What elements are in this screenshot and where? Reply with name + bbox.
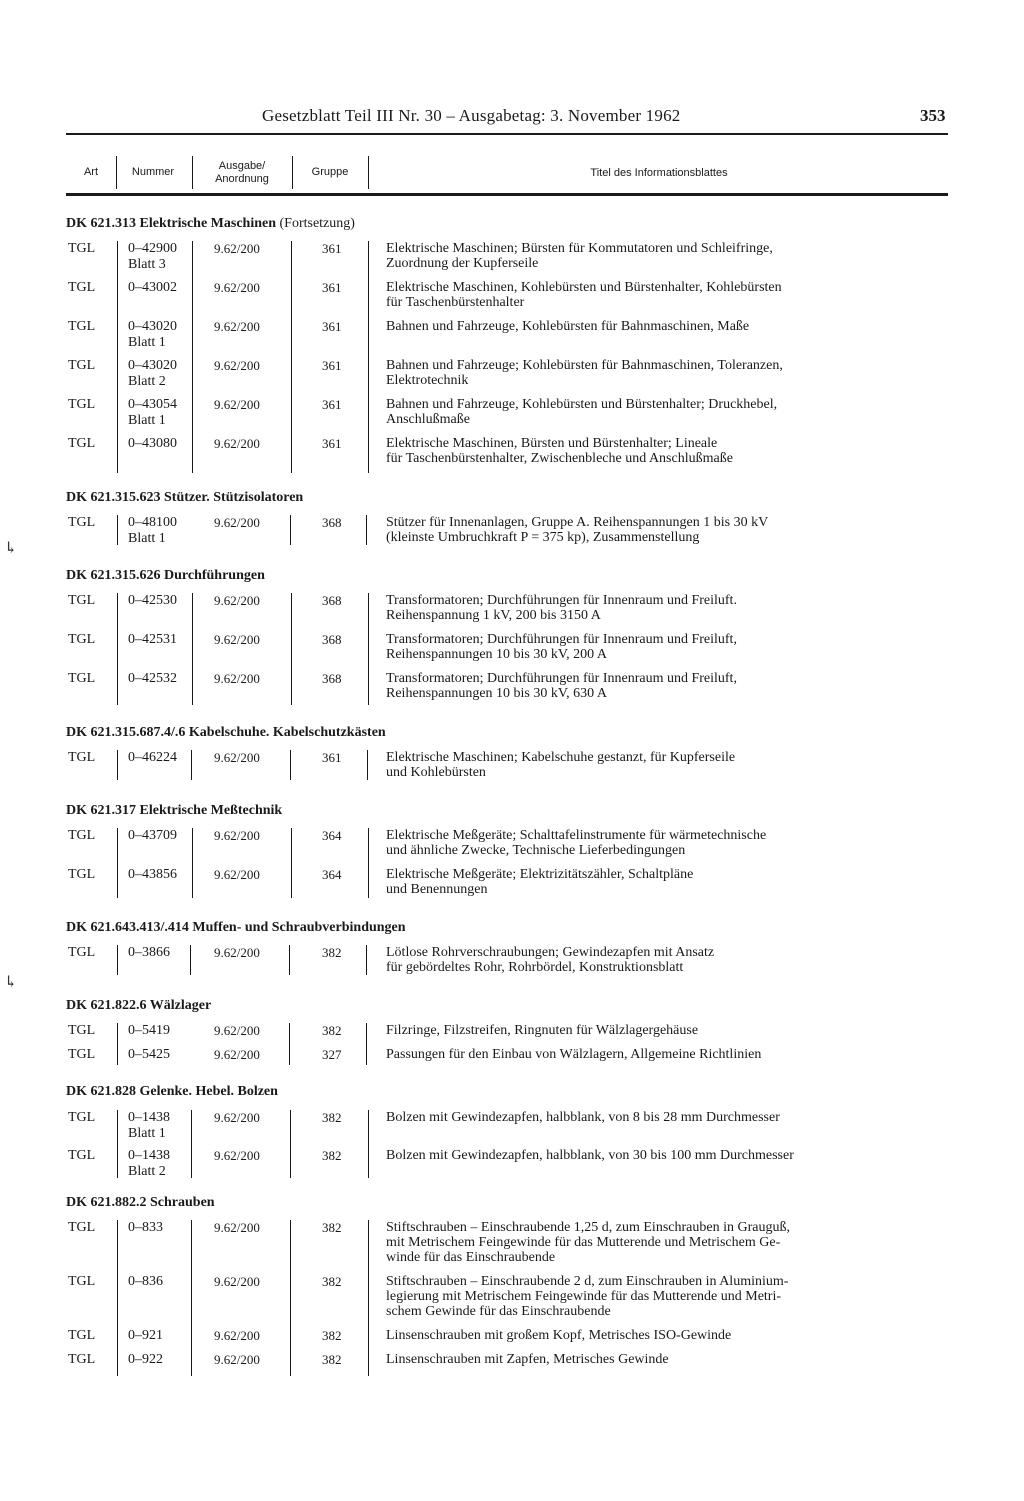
column-rule bbox=[289, 945, 290, 975]
column-rule bbox=[368, 828, 369, 898]
column-rule bbox=[367, 750, 368, 780]
column-rule bbox=[117, 945, 118, 975]
column-rule bbox=[117, 1110, 118, 1178]
section-heading: DK 621.643.413/.414 Muffen- und Schraubverbindungen bbox=[66, 920, 406, 935]
column-rule bbox=[290, 750, 291, 780]
col-ausgabe bbox=[194, 160, 290, 186]
column-rule bbox=[368, 241, 369, 473]
column-rule bbox=[190, 945, 191, 975]
col-ausgabe-line1: Ausgabe/ bbox=[218, 160, 266, 172]
column-rule bbox=[192, 828, 193, 898]
document-page: Gesetzblatt Teil III Nr. 30 – Ausgabetag: 3. November 1962 353 Art Nummer Ausgabe/ Anordnung Gruppe Titel des Informationsblattes DK 621.313 Elektrische Maschinen (Fortsetzung) DK 621.315.623 Stützer. Stützisolatoren DK 621.315.626 Durchführungen DK 621.315.687.4/.6 Kabelschuhe. Kabelschutzkästen DK 621.317 Elektrische Meßtechnik DK 621.643.413/.414 Muffen- und Schraubverbindungen DK 621.822.6 Wälzlager DK 621.828 Gelenke. Hebel. Bolzen DK 621.882.2 Schrauben TGL 0–42900 Blatt 3 9.62/200 361 Elektrische Maschinen; Bürsten für Kommutatoren und Schleifringe, Zuordnung der Kupferseile TGL 0–43002 9.62/200 361 Elektrische Maschinen, Kohlebürsten und Bürstenhalter, Kohlebürsten für Taschenbürstenhalter TGL 0–43020 Blatt 1 9.62/200 361 Bahnen und Fahrzeuge, Kohlebürsten für Bahnmaschinen, Maße TGL 0–43020 Blatt 2 9.62/200 361 Bahnen und Fahrzeuge; Kohlebürsten für Bahnmaschinen, Toleranzen, Elektrotechnik TGL 0–43054 Blatt 1 9.62/200 361 Bahnen und Fahrzeuge, Kohlebürsten und Bürstenhalter; Druckhebel, Anschlußmaße TGL 0–43080 9.62/200 361 Elektrische Maschinen, Bürsten und Bürstenhalter; Lineale für Taschenbürstenhalter, Zwischenbleche und Anschlußmaße TGL 0–48100 Blatt 1 9.62/200 368 Stützer für Innenanlagen, Gruppe A. Reihenspannungen 1 bis 30 kV (kleinste Umbruchkraft P = 375 kp), Zusammenstellung TGL 0–42530 9.62/200 368 Transformatoren; Durchführungen für Innenraum und Freiluft. Reihenspannung 1 kV, 200 bis 3150 A TGL 0–42531 9.62/200 368 Transformatoren; Durchführungen für Innenraum und Freiluft, Reihenspannungen 10 bis 30 kV, 200 A TGL 0–42532 9.62/200 368 Transformatoren; Durchführungen für Innenraum und Freiluft, Reihenspannungen 10 bis 30 kV, 630 A TGL 0–46224 9.62/200 361 Elektrische Maschinen; Kabelschuhe gestanzt, für Kupferseile und Kohlebürsten TGL 0–43709 9.62/200 364 Elektrische Meßgeräte; Schalttafelinstrumente für wärmetechnische und ähnliche Zwecke, Technische Lieferbedingungen TGL 0–43856 9.62/200 364 Elektrische Meßgeräte; Elektrizitätszähler, Schaltpläne und Benennungen TGL 0–3866 9.62/200 382 Lötlose Rohrverschraubungen; Gewindezapfen mit Ansatz für gebördeltes Rohr, Rohrbördel, Konstruktionsblatt TGL 0–5419 9.62/200 382 Filzringe, Filzstreifen, Ringnuten für Wälzlagergehäuse TGL 0–5425 9.62/200 327 Passungen für den Einbau von Wälzlagern, Allgemeine Richtlinien TGL 0–1438 Blatt 1 9.62/200 382 Bolzen mit Gewindezapfen, halbblank, von 8 bis 28 mm Durchmesser TGL 0–1438 Blatt 2 9.62/200 382 Bolzen mit Gewindezapfen, halbblank, von 30 bis 100 mm Durchmesser TGL 0–833 9.62/200 382 Stiftschrauben – Einschraubende 1,25 d, zum Einschrauben in Grauguß, mit Metrischem Feingewinde für das Mutterende und Metrischem Ge- winde für das Einschraubende TGL 0–836 9.62/200 382 Stiftschrauben – Einschraubende 2 d, zum Einschrauben in Aluminium- legierung mit Metrischem Feingewinde für das Mutterende und Metri- schem Gewinde für das Einschraubende TGL 0–921 9.62/200 382 Linsenschrauben mit großem Kopf, Metrisches ISO-Gewinde TGL 0–922 9.62/200 382 Linsenschrauben mit Zapfen, Metrisches Gewinde ↳ ↳ bbox=[0, 0, 1024, 1501]
section-heading: DK 621.315.687.4/.6 Kabelschuhe. Kabelschutzkästen bbox=[66, 725, 386, 740]
column-rule bbox=[191, 1220, 192, 1376]
column-rule bbox=[290, 515, 291, 545]
margin-tick-icon: ↳ bbox=[4, 974, 18, 991]
section-heading: DK 621.828 Gelenke. Hebel. Bolzen bbox=[66, 1084, 278, 1099]
col-art: Art bbox=[83, 166, 99, 178]
table-header-rule bbox=[66, 193, 948, 196]
column-rule bbox=[366, 1023, 367, 1065]
column-rule bbox=[368, 1220, 369, 1376]
section-heading: DK 621.315.626 Durchführungen bbox=[66, 568, 265, 583]
col-gruppe: Gruppe bbox=[311, 166, 349, 178]
column-rule bbox=[117, 515, 118, 545]
section-heading: DK 621.882.2 Schrauben bbox=[66, 1195, 215, 1210]
col-ausgabe-line2: Anordnung bbox=[215, 173, 269, 185]
section-heading: DK 621.315.623 Stützer. Stützisolatoren bbox=[66, 490, 304, 505]
col-nummer: Nummer bbox=[131, 166, 175, 178]
column-rule bbox=[291, 828, 292, 898]
column-rule bbox=[289, 1023, 290, 1065]
column-rule bbox=[368, 1110, 369, 1178]
page-header-title: Gesetzblatt Teil III Nr. 30 – Ausgabetag: 3. November 1962 bbox=[262, 106, 681, 125]
column-rule bbox=[368, 593, 369, 705]
column-rule bbox=[290, 1220, 291, 1376]
column-rule bbox=[192, 593, 193, 705]
col-divider bbox=[368, 156, 369, 189]
column-rule bbox=[366, 515, 367, 545]
column-rule bbox=[117, 750, 118, 780]
section-heading: DK 621.822.6 Wälzlager bbox=[66, 998, 212, 1013]
margin-tick-icon: ↳ bbox=[4, 540, 18, 557]
col-titel: Titel des Informationsblattes bbox=[590, 167, 728, 179]
column-rule bbox=[191, 750, 192, 780]
column-rule bbox=[117, 593, 118, 705]
column-rule bbox=[192, 241, 193, 473]
column-rule bbox=[117, 828, 118, 898]
section-heading: DK 621.317 Elektrische Meßtechnik bbox=[66, 803, 283, 818]
column-rule bbox=[117, 1023, 118, 1065]
col-divider bbox=[292, 156, 293, 189]
column-rule bbox=[366, 945, 367, 975]
col-divider bbox=[192, 156, 193, 189]
page-number: 353 bbox=[920, 106, 946, 125]
column-rule bbox=[290, 1110, 291, 1178]
column-rule bbox=[291, 593, 292, 705]
section-heading: DK 621.313 Elektrische Maschinen (Fortsetzung) bbox=[66, 216, 355, 231]
col-divider bbox=[116, 156, 117, 189]
column-rule bbox=[191, 1110, 192, 1178]
column-rule bbox=[117, 241, 118, 473]
column-rule bbox=[117, 1220, 118, 1376]
column-rule bbox=[291, 241, 292, 473]
header-rule bbox=[66, 133, 948, 135]
